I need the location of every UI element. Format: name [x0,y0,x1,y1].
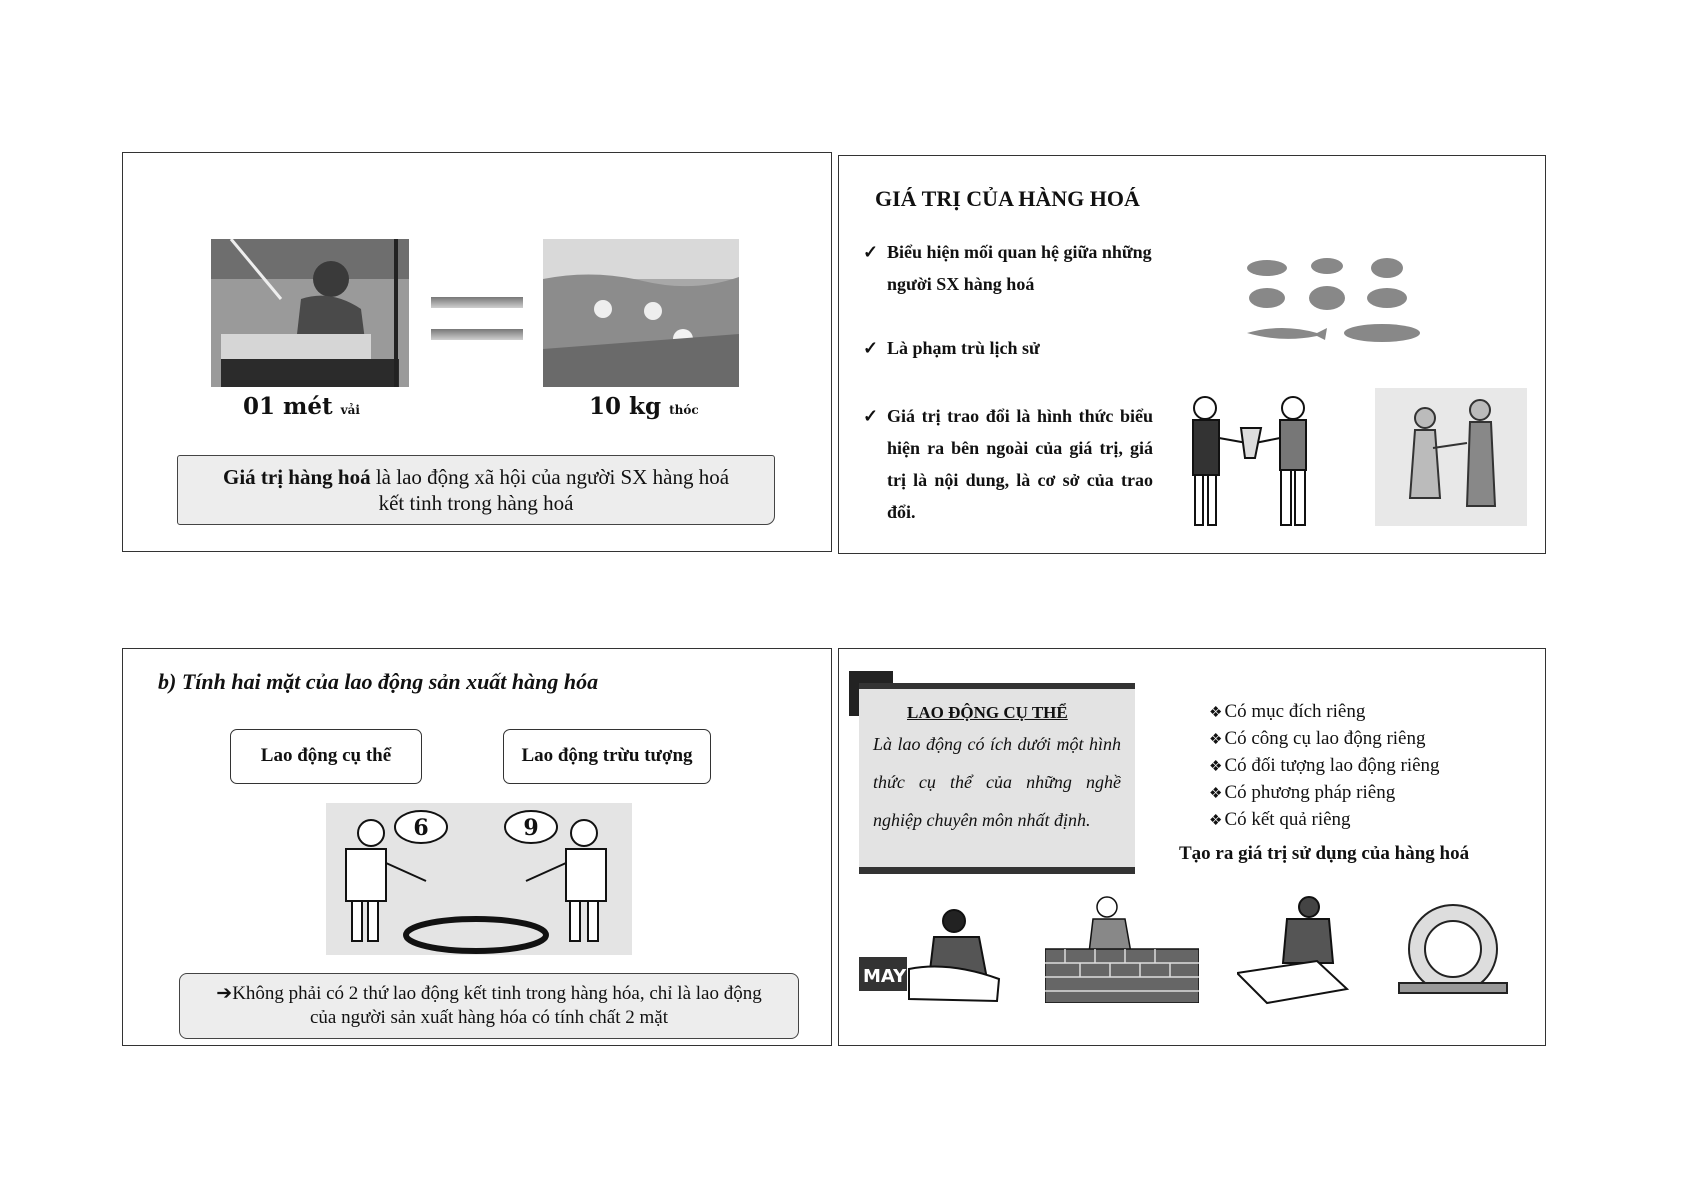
feature-item: ❖ Có công cụ lao động riêng [1209,726,1440,753]
conclusion-note-box [179,973,799,1039]
rice-harvest-photo [543,239,739,387]
conclusion-text: Tạo ra giá trị sử dụng của hàng hoá [1179,843,1470,864]
box-top-rule [859,683,1135,689]
tailor-sign-text: MAY [863,966,907,987]
checkmark-icon: ✓ [863,406,879,426]
checkmark-icon: ✓ [863,338,879,358]
feature-item: ❖ Có kết quả riêng [1209,807,1440,834]
definition-box [177,455,775,525]
checkmark-icon: ✓ [863,242,879,262]
bubble-six-text: 6 [413,815,429,841]
slide-title: b) Tính hai mặt của lao động sản xuất hàng hóa [158,669,599,694]
bullet-item: ✓ Giá trị trao đổi là hình thức biểu hiện ra bên ngoài của giá trị, giá trị là nội dung, là cơ sở của trao đổi. [863,400,1153,528]
equals-sign-top [431,297,523,308]
slide-concrete-labor [838,648,1546,1046]
bubble-nine-text: 9 [523,815,539,841]
bullet-item: ✓ Biểu hiện mối quan hệ giữa những người SX hàng hoá [863,236,1153,300]
definition-text-line2: kết tinh trong hàng hoá [378,491,574,515]
concrete-labor-box: Lao động cụ thể [230,729,422,784]
arrow-icon: ➔ [216,983,233,1004]
concrete-labor-definition-box [859,683,1135,874]
caption-cloth: 01 mét vải [243,393,360,420]
slide-value-definition [122,152,832,552]
abstract-labor-box: Lao động trừu tượng [503,729,711,784]
definition-term: Giá trị hàng hoá [222,465,371,489]
feature-item: ❖ Có đối tượng lao động riêng [1209,753,1440,780]
bricklayer-clipart [1045,893,1199,1003]
carpenter-clipart [1237,893,1355,1005]
feature-item: ❖ Có phương pháp riêng [1209,780,1440,807]
goods-clipart [1237,248,1423,348]
six-nine-perspective-clipart [326,803,632,955]
concrete-labor-title: LAO ĐỘNG CỤ THỂ [907,703,1068,722]
engineering-gear-clipart [1389,893,1517,1005]
definition-text: là lao động xã hội của người SX hàng hoá [370,465,730,489]
note-line-1: Không phải có 2 thứ lao động kết tinh trong hàng hóa, chỉ là lao động [232,983,762,1004]
tailor-clipart [859,909,1009,1009]
feature-list [1209,699,1440,834]
equals-sign-bottom [431,329,523,340]
note-line-2: của người sản xuất hàng hóa có tính chất 2 mặt [309,1007,669,1028]
feature-item: ❖ Có mục đích riêng [1209,699,1440,726]
ancient-barter-clipart [1375,388,1527,526]
caption-rice: 10 kg thóc [589,393,699,420]
concrete-labor-definition: Là lao động có ích dưới một hình thức cụ thể của những nghề nghiệp chuyên môn nhất định. [873,734,1121,830]
bullet-item: ✓ Là phạm trù lịch sử [863,332,1153,364]
traders-exchange-clipart [1175,388,1323,534]
slide-two-sided-labor [122,648,832,1046]
slide-commodity-value [838,155,1546,554]
weaver-photo [211,239,409,387]
slide-title: GIÁ TRỊ CỦA HÀNG HOÁ [875,186,1140,211]
